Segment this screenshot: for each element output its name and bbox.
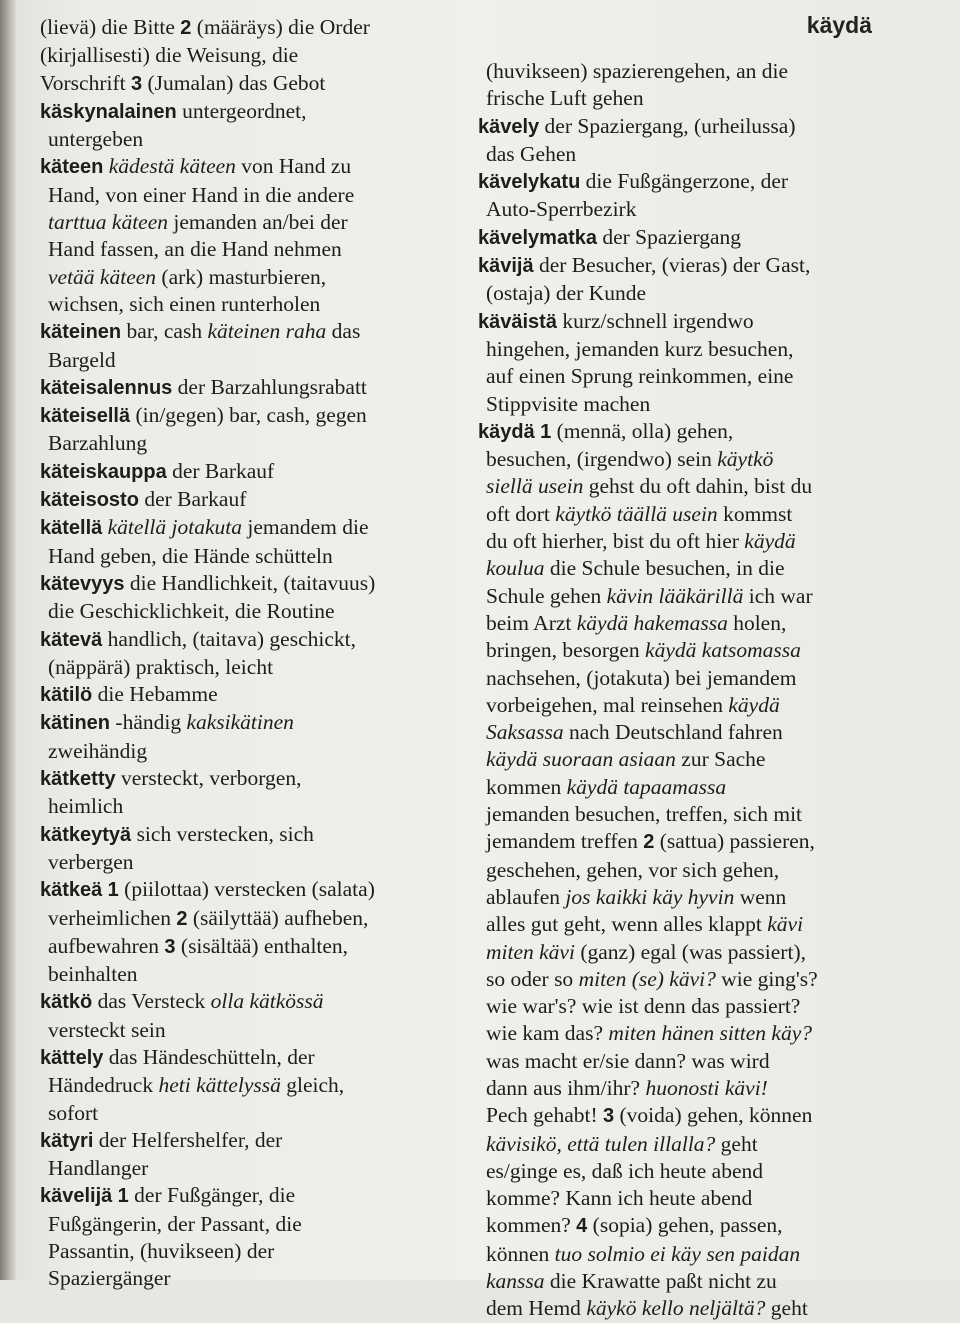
dictionary-line	[40, 988, 458, 1016]
entry-text: Hand, von einer Hand in die andere	[48, 182, 355, 207]
dictionary-line	[478, 746, 908, 773]
dictionary-line	[40, 209, 458, 236]
dictionary-line	[478, 719, 908, 746]
example-phrase: tarttua käteen	[48, 210, 169, 235]
headword: kätkö	[40, 991, 93, 1014]
entry-text: verheimlichen	[48, 905, 177, 930]
entry-text: Spaziergänger	[48, 1266, 171, 1291]
entry-text: frische Luft gehen	[486, 86, 644, 111]
entry-text: wichsen, sich einen runterholen	[48, 291, 321, 316]
entry-text: sich verstecken, sich	[131, 821, 314, 846]
entry-text: kommen	[486, 774, 567, 799]
dictionary-line	[40, 486, 458, 514]
entry-text: Auto-Sperrbezirk	[486, 197, 637, 222]
dictionary-line	[40, 1044, 458, 1072]
entry-text: jemanden besuchen, treffen, sich mit	[486, 802, 803, 827]
headword: käydä	[478, 420, 535, 443]
example-phrase: kaksikätinen	[186, 710, 294, 735]
dictionary-line	[478, 911, 908, 938]
dictionary-line	[40, 961, 458, 988]
entry-text: so oder so	[486, 966, 579, 991]
dictionary-line	[40, 458, 458, 486]
entry-text: nach Deutschland fahren	[563, 720, 783, 745]
dictionary-line	[478, 993, 908, 1020]
headword: käteisosto	[40, 489, 139, 512]
entry-text: wenn	[734, 884, 787, 909]
dictionary-line	[40, 626, 458, 654]
dictionary-line	[40, 1265, 458, 1292]
headword: kätkeä	[40, 879, 103, 902]
dictionary-line	[478, 884, 908, 911]
entry-text: nachsehen, (jotakuta) bei jemandem	[486, 665, 797, 690]
dictionary-line	[478, 446, 908, 473]
dictionary-line	[478, 1131, 908, 1158]
entry-text: geht	[715, 1131, 758, 1156]
example-phrase: jos kaikki käy hyvin	[565, 884, 735, 909]
entry-text: wie kam das?	[486, 1021, 609, 1046]
example-phrase: käykö kello neljältä?	[586, 1296, 766, 1321]
entry-text: aufbewahren	[48, 933, 165, 958]
entry-text: Pech gehabt!	[486, 1103, 604, 1128]
dictionary-line	[40, 1182, 458, 1210]
dictionary-line	[478, 501, 908, 528]
headword: kävely	[478, 115, 540, 138]
headword: kävijä	[478, 255, 534, 278]
entry-text: der Spaziergang, (urheilussa)	[539, 113, 796, 138]
entry-text: das Versteck	[92, 989, 211, 1014]
entry-text: alles gut geht, wenn alles klappt	[486, 912, 768, 937]
dictionary-line	[40, 347, 458, 374]
dictionary-line	[478, 828, 908, 856]
dictionary-line	[478, 665, 908, 692]
dictionary-line	[40, 70, 458, 98]
dictionary-line	[40, 598, 458, 625]
example-phrase: käydä hakemassa	[576, 610, 728, 635]
dictionary-line	[40, 570, 458, 598]
entry-text: holen,	[727, 610, 787, 635]
example-phrase: miten (se) kävi?	[578, 966, 716, 991]
entry-text: der Spaziergang	[596, 224, 742, 249]
headword: käteinen	[40, 321, 122, 344]
sense-number: 2	[643, 831, 655, 854]
sense-number: 2	[180, 17, 192, 39]
dictionary-line	[478, 1212, 908, 1240]
entry-text: untergeordnet,	[176, 98, 307, 123]
entry-text: oft dort	[486, 501, 556, 526]
entry-text: zur Sache	[675, 747, 766, 772]
entry-text: (lievä) die Bitte	[40, 15, 181, 39]
dictionary-line	[40, 374, 458, 402]
dictionary-line	[40, 543, 458, 570]
entry-text: heimlich	[48, 794, 124, 819]
entry-text: Passantin, (huvikseen) der	[48, 1239, 275, 1264]
entry-text: der Barzahlungsrabatt	[172, 374, 367, 399]
headword: kätkeytyä	[40, 823, 132, 846]
example-phrase: heti kättelyssä	[158, 1073, 281, 1098]
entry-text: (piilottaa) verstecken (salata)	[118, 877, 375, 902]
entry-text: (ark) masturbieren,	[156, 264, 327, 289]
example-phrase: käydä tapaamassa	[566, 774, 727, 799]
dictionary-line	[478, 857, 908, 884]
entry-text: Hand fassen, an die Hand nehmen	[48, 237, 342, 262]
dictionary-line	[40, 291, 458, 318]
dictionary-line	[40, 905, 458, 933]
dictionary-line	[478, 196, 908, 223]
entry-text: versteckt, verborgen,	[115, 766, 302, 791]
entry-text: bringen, besorgen	[486, 638, 646, 663]
example-phrase: käytkö	[717, 447, 774, 472]
entry-text: die Hebamme	[92, 682, 218, 707]
example-phrase: kävi	[767, 912, 804, 937]
right-column	[478, 58, 908, 1323]
sense-number: 4	[576, 1215, 588, 1238]
entry-text: der Besucher, (vieras) der Gast,	[533, 253, 811, 278]
dictionary-line	[478, 473, 908, 500]
dictionary-line	[478, 85, 908, 112]
headword: käteisalennus	[40, 376, 173, 399]
headword: kätyri	[40, 1129, 94, 1152]
entry-text: der Fußgänger, die	[128, 1183, 296, 1208]
entry-text: (ostaja) der Kunde	[486, 281, 646, 306]
entry-text: die Geschicklichkeit, die Routine	[48, 599, 335, 624]
dictionary-line	[478, 966, 908, 993]
sense-number: 1	[107, 879, 119, 902]
entry-text: Schule gehen	[486, 583, 607, 608]
dictionary-line	[40, 318, 458, 346]
example-phrase: käydä katsomassa	[645, 638, 801, 663]
example-phrase: miten hänen sitten käy?	[608, 1021, 812, 1046]
dictionary-line	[478, 280, 908, 307]
dictionary-line	[40, 98, 458, 126]
entry-text: ablaufen	[486, 884, 566, 909]
dictionary-line	[40, 876, 458, 904]
dictionary-line	[40, 1155, 458, 1182]
entry-text: kommst	[717, 501, 793, 526]
dictionary-line	[40, 1100, 458, 1127]
entry-text: komme? Kann ich heute abend	[486, 1186, 753, 1211]
example-phrase: kätellä jotakuta	[107, 515, 242, 540]
entry-text: es/ginge es, daß ich heute abend	[486, 1158, 764, 1183]
headword: käteen	[40, 156, 104, 179]
dictionary-line	[40, 1072, 458, 1099]
dictionary-line	[40, 514, 458, 542]
dictionary-line	[40, 793, 458, 820]
entry-text: vorbeigehen, mal reinsehen	[486, 692, 729, 717]
entry-text: der Barkauf	[166, 458, 275, 483]
dictionary-line	[40, 933, 458, 961]
example-phrase: olla kätkössä	[210, 989, 324, 1014]
headword: kävelijä	[40, 1185, 113, 1208]
dictionary-line	[40, 1238, 458, 1265]
dictionary-line	[40, 153, 458, 181]
dictionary-line	[478, 1048, 908, 1075]
entry-text: (säilyttää) aufheben,	[187, 905, 369, 930]
entry-text: was macht er/sie dann? was wird	[486, 1048, 770, 1073]
headword: kätinen	[40, 712, 111, 735]
dictionary-line	[478, 801, 908, 828]
dictionary-line	[40, 430, 458, 457]
example-phrase: käydä	[728, 692, 780, 717]
entry-text: (määräys) die Order	[191, 15, 370, 39]
example-phrase: huonosti kävi!	[645, 1075, 768, 1100]
entry-text: Handlanger	[48, 1156, 149, 1181]
entry-text: Hand geben, die Hände schütteln	[48, 543, 333, 568]
dictionary-line	[478, 939, 908, 966]
sense-number: 2	[176, 907, 188, 930]
dictionary-line	[478, 252, 908, 280]
entry-text: (huvikseen) spazierengehen, an die	[486, 59, 789, 83]
headword: kävelymatka	[478, 226, 597, 249]
headword: kätevyys	[40, 572, 125, 595]
headword: käteiskauppa	[40, 460, 167, 483]
entry-text: gehst du oft dahin, bist du	[583, 474, 813, 499]
dictionary-line	[478, 1158, 908, 1185]
entry-text: du oft hierher, bist du oft hier	[486, 529, 745, 554]
entry-text: die Handlichkeit, (taitavuus)	[124, 570, 376, 595]
dictionary-line	[40, 264, 458, 291]
headword: kätevä	[40, 628, 103, 651]
book-gutter	[0, 0, 16, 1280]
entry-text: Stippvisite machen	[486, 391, 651, 416]
example-phrase: kanssa	[486, 1269, 545, 1294]
dictionary-line	[40, 236, 458, 263]
entry-text: (mennä, olla) gehen,	[551, 418, 734, 443]
dictionary-line	[478, 58, 908, 85]
dictionary-line	[478, 692, 908, 719]
dictionary-line	[40, 402, 458, 430]
example-phrase: kävin lääkärillä	[606, 583, 744, 608]
entry-text: können	[486, 1241, 555, 1266]
dictionary-line	[40, 14, 458, 42]
entry-text: wie ging's?	[715, 966, 818, 991]
entry-text: (sopia) gehen, passen,	[587, 1213, 783, 1238]
entry-text: von Hand zu	[235, 154, 352, 179]
sense-number: 3	[603, 1105, 615, 1128]
entry-text: bar, cash	[121, 319, 208, 344]
entry-text: jemandem treffen	[486, 829, 644, 854]
dictionary-line	[478, 1241, 908, 1268]
headword: käteisellä	[40, 405, 131, 428]
headword: kätellä	[40, 517, 103, 540]
dictionary-line	[40, 709, 458, 737]
entry-text: (näppärä) praktisch, leicht	[48, 654, 274, 679]
example-phrase: käydä	[744, 529, 796, 554]
dictionary-line	[478, 610, 908, 637]
dictionary-line	[40, 765, 458, 793]
entry-text: (voida) gehen, können	[614, 1103, 813, 1128]
dictionary-line	[478, 363, 908, 390]
headword: kävelykatu	[478, 171, 581, 194]
example-phrase: tuo solmio ei käy sen paidan	[554, 1241, 801, 1266]
dictionary-line	[478, 1020, 908, 1047]
dictionary-line	[478, 1268, 908, 1295]
dictionary-line	[478, 418, 908, 446]
sense-number: 3	[164, 935, 176, 958]
left-column	[40, 14, 458, 1293]
entry-text: die Krawatte paßt nicht zu	[544, 1269, 777, 1294]
dictionary-line	[478, 391, 908, 418]
entry-text: dann aus ihm/ihr?	[486, 1075, 646, 1100]
example-phrase: käytkö täällä usein	[555, 501, 718, 526]
entry-text: die Schule besuchen, in die	[544, 556, 785, 581]
sense-number: 1	[117, 1185, 129, 1208]
entry-text: jemanden an/bei der	[168, 210, 348, 235]
dictionary-line	[478, 113, 908, 141]
entry-text: der Helfershelfer, der	[93, 1127, 283, 1152]
headword: kätilö	[40, 684, 93, 707]
entry-text: Händedruck	[48, 1073, 159, 1098]
dictionary-line	[478, 1185, 908, 1212]
dictionary-line	[478, 583, 908, 610]
entry-text: kommen?	[486, 1213, 577, 1238]
running-head: käydä	[806, 12, 872, 38]
dictionary-line	[40, 126, 458, 153]
dictionary-line	[40, 182, 458, 209]
dictionary-line	[40, 42, 458, 69]
example-phrase: koulua	[486, 556, 545, 581]
entry-text: das	[326, 319, 361, 344]
entry-text: (kirjallisesti) die Weisung, die	[40, 43, 299, 68]
dictionary-line	[478, 555, 908, 582]
dictionary-line	[40, 738, 458, 765]
dictionary-line	[478, 1102, 908, 1130]
example-phrase: kädestä käteen	[108, 154, 236, 179]
dictionary-line	[478, 336, 908, 363]
entry-text: verbergen	[48, 849, 134, 874]
entry-text: kurz/schnell irgendwo	[556, 308, 754, 333]
dictionary-line	[478, 637, 908, 664]
example-phrase: kävisikö, että tulen illalla?	[486, 1131, 716, 1156]
entry-text: geht	[765, 1296, 808, 1321]
dictionary-line	[40, 1211, 458, 1238]
entry-text: -händig	[110, 710, 187, 735]
dictionary-line	[478, 774, 908, 801]
dictionary-line	[40, 654, 458, 681]
entry-text: beinhalten	[48, 962, 138, 987]
entry-text: besuchen, (irgendwo) sein	[486, 447, 718, 472]
entry-text: ich war	[743, 583, 813, 608]
sense-number: 1	[540, 420, 552, 443]
entry-text: (sisältää) enthalten,	[175, 933, 349, 958]
entry-text: geschehen, gehen, vor sich gehen,	[486, 857, 780, 882]
entry-text: gleich,	[280, 1073, 345, 1098]
entry-text: untergeben	[48, 127, 144, 152]
headword: käväistä	[478, 310, 557, 333]
dictionary-line	[40, 681, 458, 709]
example-phrase: siellä usein	[486, 474, 584, 499]
entry-text: Vorschrift	[40, 70, 131, 95]
entry-text: (ganz) egal (was passiert),	[574, 939, 806, 964]
entry-text: versteckt sein	[48, 1017, 166, 1042]
entry-text: hingehen, jemanden kurz besuchen,	[486, 336, 794, 361]
entry-text: handlich, (taitava) geschickt,	[102, 626, 356, 651]
entry-text: auf einen Sprung reinkommen, eine	[486, 364, 794, 389]
entry-text: (in/gegen) bar, cash, gegen	[130, 403, 367, 428]
example-phrase: Saksassa	[486, 720, 564, 745]
headword: kätketty	[40, 768, 116, 791]
dictionary-line	[40, 849, 458, 876]
headword: kättely	[40, 1046, 104, 1069]
entry-text: Barzahlung	[48, 431, 148, 456]
sense-number: 3	[130, 72, 143, 95]
entry-text: sofort	[48, 1100, 99, 1125]
entry-text: die Fußgängerzone, der	[580, 169, 789, 194]
dictionary-line	[478, 141, 908, 168]
dictionary-line	[478, 528, 908, 555]
entry-text: das Händeschütteln, der	[103, 1044, 315, 1069]
headword: käskynalainen	[40, 100, 177, 123]
example-phrase: vetää käteen	[48, 264, 157, 289]
dictionary-line	[40, 1127, 458, 1155]
entry-text: wie war's? wie ist denn das passiert?	[486, 994, 801, 1019]
example-phrase: käteinen raha	[207, 319, 327, 344]
entry-text: (Jumalan) das Gebot	[142, 70, 326, 95]
dictionary-line	[478, 308, 908, 336]
entry-text: jemandem die	[241, 515, 369, 540]
entry-text: zweihändig	[48, 738, 148, 763]
entry-text: (sattua) passieren,	[654, 829, 815, 854]
example-phrase: käydä suoraan asiaan	[486, 747, 676, 772]
dictionary-line	[478, 168, 908, 196]
dictionary-line	[478, 1075, 908, 1102]
dictionary-line	[40, 821, 458, 849]
dictionary-line	[478, 224, 908, 252]
entry-text: der Barkauf	[138, 487, 247, 512]
entry-text: Bargeld	[48, 347, 116, 372]
entry-text: beim Arzt	[486, 610, 577, 635]
entry-text: das Gehen	[486, 141, 577, 166]
entry-text: Fußgängerin, der Passant, die	[48, 1211, 302, 1236]
entry-text: dem Hemd	[486, 1296, 587, 1321]
dictionary-line	[478, 1295, 908, 1322]
example-phrase: miten kävi	[486, 939, 575, 964]
dictionary-line	[40, 1017, 458, 1044]
